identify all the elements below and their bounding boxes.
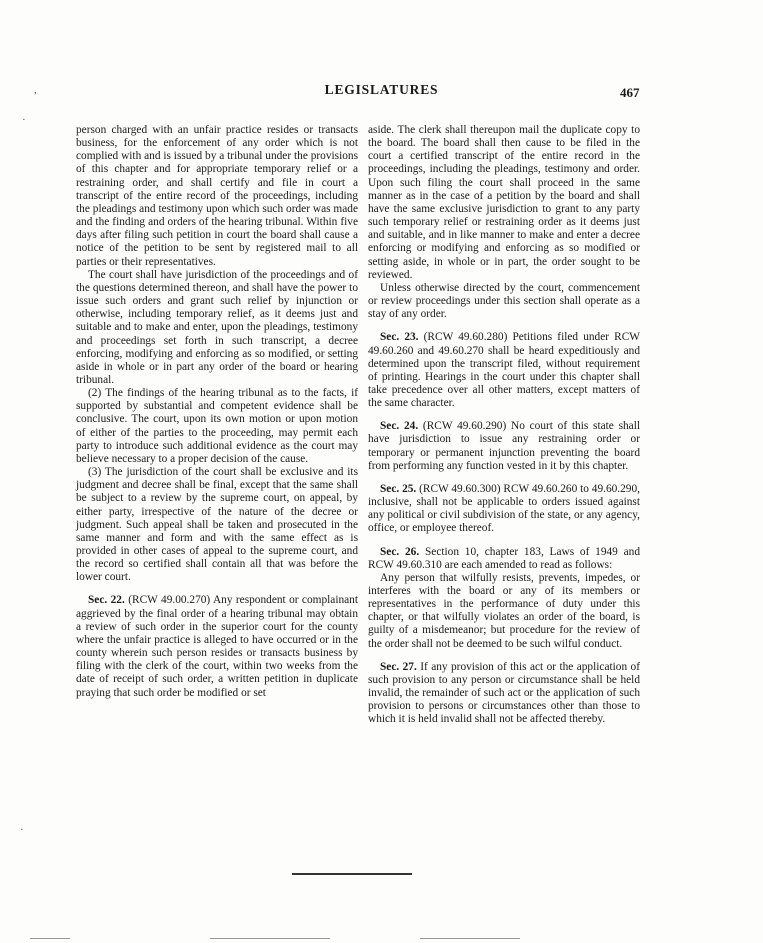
paragraph: person charged with an unfair practice resides or transacts business, for the enforcement of any order which is not complied with and is issued by a tribunal under the provisions of this chapter and for appropriate temporary relief or a restraining order, and shall certify and file in court a transcript of the entire record of the proceedings, including the pleadings and testimony upon which such order was made and the finding and orders of the hearing tribunal. Within five days after filing such petition in court the board shall cause a notice of the petition to be sent by registered mail to all parties or their representatives. bbox=[76, 124, 358, 268]
section-number: Sec. 22. bbox=[88, 594, 125, 607]
scan-mark: , bbox=[34, 84, 37, 96]
paragraph: Unless otherwise directed by the court, commencement or review proceedings under this section shall operate as a stay of any order. bbox=[368, 281, 640, 321]
section-number: Sec. 24. bbox=[380, 420, 419, 433]
section-paragraph bbox=[368, 661, 640, 727]
scan-rule bbox=[210, 938, 330, 939]
scan-rule bbox=[420, 938, 520, 939]
scan-mark: · bbox=[20, 824, 24, 836]
paragraph: (2) The findings of the hearing tribunal as to the facts, if supported by substantial and competent evidence shall be conclusive. The court, upon its own motion or upon motion of either of the parties to the proceeding, may permit each party to introduce such additional evidence as the court may believe necessary to a proper decision of the cause. bbox=[76, 387, 358, 465]
section-paragraph bbox=[368, 331, 640, 410]
section-number: Sec. 25. bbox=[380, 482, 417, 495]
section-number: Sec. 26. bbox=[380, 545, 420, 558]
paragraph: (3) The jurisdiction of the court shall be exclusive and its judgment and decree shall be final, except that the same shall be subject to a review by the supreme court, on appeal, by either party, irrespective of the nature of the decree or judgment. Such appeal shall be taken and prosecuted in the same manner and form and with the same effect as is provided in other cases of appeal to the supreme court, and the record so certified shall contain all that was before the lower court. bbox=[76, 466, 358, 584]
section-number: Sec. 27. bbox=[380, 660, 417, 673]
section-text: (RCW 49.60.300) RCW 49.60.260 to 49.60.290, inclusive, shall not be applicable to orders issued against any political or civil subdivision of the state, or any agency, office, or employee thereof. bbox=[368, 482, 640, 535]
paragraph: aside. The clerk shall thereupon mail the duplicate copy to the board. The board shall then cause to be filed in the court a certified transcript of the entire record in the proceedings, including the pleadings, testimony and order. Upon such filing the court shall proceed in the same manner as in the case of a petition by the board and shall have the same exclusive jurisdiction to grant to any party such temporary relief or restraining order as it deems just and suitable, and in like manner to make and enter a decree enforcing or modifying and enforcing as so modified or setting aside, in whole or in part, the order sought to be reviewed. bbox=[368, 124, 640, 281]
section-text: (RCW 49.60.290) No court of this state shall have jurisdiction to issue any restraining order or temporary or permanent injunction preventing the board from performing any function vested in it by this chapter. bbox=[368, 420, 641, 472]
paragraph: The court shall have jurisdiction of the proceedings and of the questions determined thereon, and shall have the power to issue such orders and grant such relief by injunction or otherwise, including temporary relief, as it deems just and suitable and to make and enter, upon the pleadings, testimony and proceedings set forth in such transcript, a decree enforcing, modifying and enforcing as so modified, or setting aside in whole or in part any order of the board or hearing tribunal. bbox=[76, 268, 358, 386]
scan-mark: · bbox=[22, 114, 26, 126]
section-text: (RCW 49.60.280) Petitions filed under RCW 49.60.260 and 49.60.270 shall be heard expeditiously and determined upon the transcript filed, without requirement of printing. Hearings in the court under this chapter shall take precedence over all other matters, except matters of the same character. bbox=[368, 331, 640, 410]
scan-rule bbox=[30, 938, 70, 939]
section-number: Sec. 23. bbox=[380, 331, 419, 344]
section-text: Section 10, chapter 183, Laws of 1949 and RCW 49.60.310 are each amended to read as follows: bbox=[368, 545, 641, 571]
section-paragraph bbox=[76, 594, 358, 699]
running-title: LEGISLATURES bbox=[324, 82, 439, 97]
page-header bbox=[0, 82, 763, 104]
section-paragraph bbox=[368, 420, 640, 473]
section-text: (RCW 49.00.270) Any respondent or complainant aggrieved by the final order of a hearing tribunal may obtain a review of such order in the superior court for the county where the unfair practice is alleged to have occurred or in the county wherein such person resides or transacts business by filing with the clerk of the court, within two weeks from the date of receipt of such order, a written petition in duplicate praying that such order be modified or set bbox=[76, 594, 359, 699]
right-column bbox=[368, 124, 640, 727]
end-rule bbox=[292, 873, 412, 875]
paragraph: Any person that wilfully resists, prevents, impedes, or interferes with the board or any of its members or representatives in the performance of duty under this chapter, or that wilfully violates an order of the board, is guilty of a misdemeanor; but procedure for the review of the order shall not be deemed to be such wilful conduct. bbox=[368, 571, 640, 650]
section-text: If any provision of this act or the application of such provision to any person or circumstance shall be held invalid, the remainder of such act or the application of such provision to persons or circumstances other than those to which it is held invalid shall not be affected thereby. bbox=[368, 660, 640, 726]
left-column bbox=[76, 124, 358, 700]
section-paragraph bbox=[368, 546, 640, 572]
page-number: 467 bbox=[620, 85, 640, 100]
section-paragraph bbox=[368, 483, 640, 536]
